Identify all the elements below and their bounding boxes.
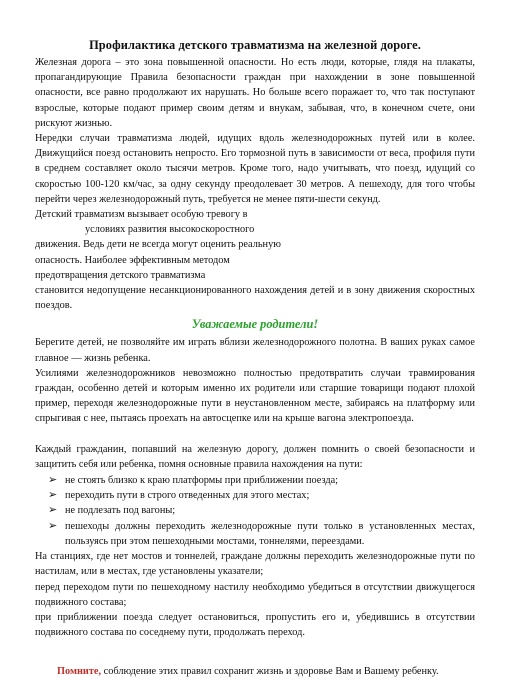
arrow-bullet-icon: ➢ [48,474,58,487]
parents-heading: Уважаемые родители! [191,317,319,332]
list-item [35,503,475,518]
arrow-bullet-icon: ➢ [48,519,58,532]
closing-paragraph-2: перед переходом пути по пешеходному настилу необходимо убедиться в отсутствии движущегося подвижного состава; [35,581,475,608]
fragment-line-5: предотвращения детского травматизма [35,269,206,281]
intro-paragraph-1: Железная дорога – это зона повышенной опасности. Но есть люди, которые, глядя на плакаты, пропагандирующие Правила безопасности граждан при нахождении в зоне повышенной опасности, все равно продолжают их нарушать. Но больше всего поражает то, что так поступают взрослые, которые подают пример своим детям и внукам, забывая, что, в конечном счете, они рискуют жизнью. [35,57,475,129]
arrow-bullet-icon: ➢ [48,504,58,517]
closing-paragraph-1: На станциях, где нет мостов и тоннелей, граждане должны переходить железнодорожные пути по настилам, или в местах, где установлены указатели; [35,551,475,578]
document-title: Профилактика детского травматизма на железной дороге. [89,38,421,52]
closing-paragraph-3: при приближении поезда следует остановиться, пропустить его и, убедившись в отсутствии подвижного состава по соседнему пути, продолжать переход. [35,611,475,639]
fragment-line-3: движения. Ведь дети не всегда могут оценить реальную [35,239,281,251]
final-note-text: соблюдение этих правил сохранит жизнь и здоровье Вам и Вашему ребенку. [101,666,439,678]
fragment-line-1: Детский травматизм вызывает особую тревогу в [35,209,248,221]
list-item [35,488,475,503]
parents-paragraph-2: Усилиями железнодорожников невозможно полностью предотвратить случаи травмирования граждан, особенно детей и которым именно их родители или старшие товарищи подают плохой пример, переходя железнодорожные пути в неустановленном месте, забираясь на платформу или спрыгивая с нее, пытаясь проехать на автосцепке или на крыше вагона электропоезда. [35,367,475,425]
fragment-line-4: опасность. Наиболее эффективным методом [35,254,230,266]
list-item [35,519,475,549]
parents-paragraph-1: Берегите детей, не позволяйте им играть вблизи железнодорожного полотна. В ваших руках самое главное — жизнь ребенка. [35,337,475,364]
list-item [35,473,475,488]
rule-text: не стоять близко к краю платформы при приближении поезда; [65,475,339,487]
rule-text: переходить пути в строго отведенных для этого местах; [65,490,310,502]
intro-paragraph-2: Нередки случаи травматизма людей, идущих вдоль железнодорожных путей или в колее. Движущийся поезд остановить непросто. Его тормозной путь в зависимости от веса, профиля пути в среднем составляет около тысячи метров. Кроме того, надо учитывать, что поезд, идущий со скоростью 100-120 км/час, за одну секунду преодолевает 30 метров. А пешеходу, для того чтобы перейти через железнодорожный путь, требуется не менее пяти-шести секунд. [35,133,475,205]
final-note [35,664,475,679]
fragment-tail: становится недопущение несанкционированного нахождения детей и в зону движения скоростных поездов. [35,285,475,312]
fragment-line-2: условиях развития высокоскоростного [85,224,255,236]
rule-text: не подлезать под вагоны; [65,505,176,517]
rule-text: пешеходы должны переходить железнодорожные пути только в установленных местах, пользуясь при этом пешеходными мостами, тоннелями, переездами. [65,520,475,547]
safety-rules-list [35,473,475,549]
spacer [35,427,475,442]
final-note-emphasis: Помните, [57,666,102,678]
arrow-bullet-icon: ➢ [48,489,58,502]
rules-intro: Каждый гражданин, попавший на железную дорогу, должен помнить о своей безопасности и защитить себя или ребенка, помня основные правила нахождения на пути: [35,443,475,470]
